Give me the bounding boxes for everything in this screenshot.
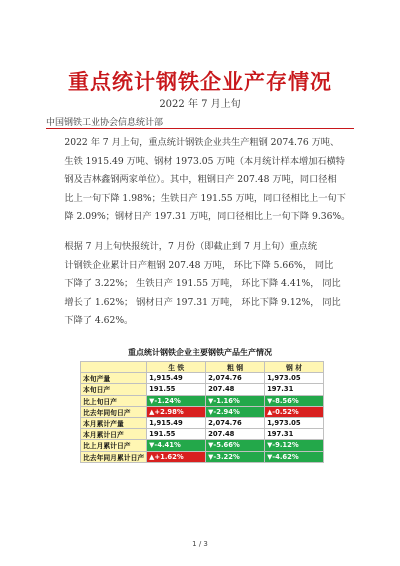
paragraph-line: 生铁 1915.49 万吨、钢材 1973.05 万吨（本月统计样本增加石横特 (64, 155, 345, 167)
table-cell: 1,973.05 (265, 417, 324, 428)
row-label: 本月累计产量 (81, 417, 147, 428)
table-cell: 1,973.05 (265, 373, 324, 384)
table-cell: 207.48 (206, 384, 265, 395)
table-row (81, 373, 324, 384)
row-label: 本旬产量 (81, 373, 147, 384)
table-cell: ▼-9.12% (265, 440, 324, 451)
paragraph-line: 计钢铁企业累计日产粗钢 207.48 万吨， 环比下降 5.66%， 同比 (64, 259, 334, 271)
table-row (81, 417, 324, 428)
table-header-corner (81, 362, 147, 373)
table-row (81, 384, 324, 395)
source-organization: 中国钢铁工业协会信息统计部 (46, 118, 164, 128)
table-cell: ▼-8.56% (265, 395, 324, 406)
table-cell: 191.55 (147, 429, 206, 440)
production-table (80, 361, 324, 463)
table-row (81, 395, 324, 406)
table-row (81, 429, 324, 440)
paragraph-line: 降 2.09%；钢材日产 197.31 万吨，同口径相比上一旬下降 9.36%。 (64, 211, 351, 222)
table-row (81, 451, 324, 462)
row-label: 比上旬日产 (81, 395, 147, 406)
table-cell: 1,915.49 (147, 417, 206, 428)
paragraph-line: 下降了 3.22%； 生铁日产 191.55 万吨， 环比下降 4.41%， 同比 (64, 278, 341, 289)
paragraph-1 (46, 134, 356, 227)
page-number: 1 / 3 (192, 540, 208, 548)
paragraph-line: 下降了 4.62%。 (64, 315, 134, 326)
table-cell: 2,074.76 (206, 373, 265, 384)
table-cell: 1,915.49 (147, 373, 206, 384)
paragraph-line: 增长了 1.62%； 钢材日产 197.31 万吨， 环比下降 9.12%， 同比 (64, 296, 341, 308)
row-label: 本月累计日产 (81, 429, 147, 440)
table-cell: ▲+1.62% (147, 451, 206, 462)
table-cell: ▼-4.62% (265, 451, 324, 462)
table-cell: 191.55 (147, 384, 206, 395)
table-row (81, 440, 324, 451)
paragraph-line: 2022 年 7 月上旬，重点统计钢铁企业共生产粗钢 2074.76 万吨、 (64, 137, 340, 148)
table-header-steel-products: 钢 材 (265, 362, 324, 373)
table-header-pig-iron: 生 铁 (147, 362, 206, 373)
header-divider (46, 128, 354, 129)
table-cell: 207.48 (206, 429, 265, 440)
table-row (81, 406, 324, 417)
table-cell: 197.31 (265, 384, 324, 395)
row-label: 本旬日产 (81, 384, 147, 395)
table-cell: ▼-1.16% (206, 395, 265, 406)
table-cell: ▼-2.94% (206, 406, 265, 417)
table-cell: ▲-0.52% (265, 406, 324, 417)
row-label: 比上月累计日产 (81, 440, 147, 451)
row-label: 比去年同月累计日产 (81, 451, 147, 462)
table-cell: ▼-1.24% (147, 395, 206, 406)
table-header-row (81, 362, 324, 373)
paragraph-2 (46, 238, 356, 331)
document-title: 重点统计钢铁企业产存情况 (68, 70, 332, 94)
table-cell: ▼-5.66% (206, 440, 265, 451)
row-label: 比去年同旬日产 (81, 406, 147, 417)
paragraph-line: 根据 7 月上旬快报统计，7 月份（即截止到 7 月上旬）重点统 (64, 241, 318, 252)
paragraph-line: 钢及吉林鑫钢两家单位）。其中，粗钢日产 207.48 万吨，同口径相 (64, 174, 337, 185)
table-title: 重点统计钢铁企业主要钢铁产品生产情况 (128, 348, 272, 357)
table-header-crude-steel: 粗 钢 (206, 362, 265, 373)
table-cell: 197.31 (265, 429, 324, 440)
paragraph-line: 比上一旬下降 1.98%；生铁日产 191.55 万吨，同口径相比上一旬下 (64, 192, 346, 204)
report-date: 2022 年 7 月上旬 (159, 99, 241, 110)
table-cell: ▼-3.22% (206, 451, 265, 462)
table-cell: ▼-4.41% (147, 440, 206, 451)
table-cell: ▲+2.98% (147, 406, 206, 417)
table-cell: 2,074.76 (206, 417, 265, 428)
